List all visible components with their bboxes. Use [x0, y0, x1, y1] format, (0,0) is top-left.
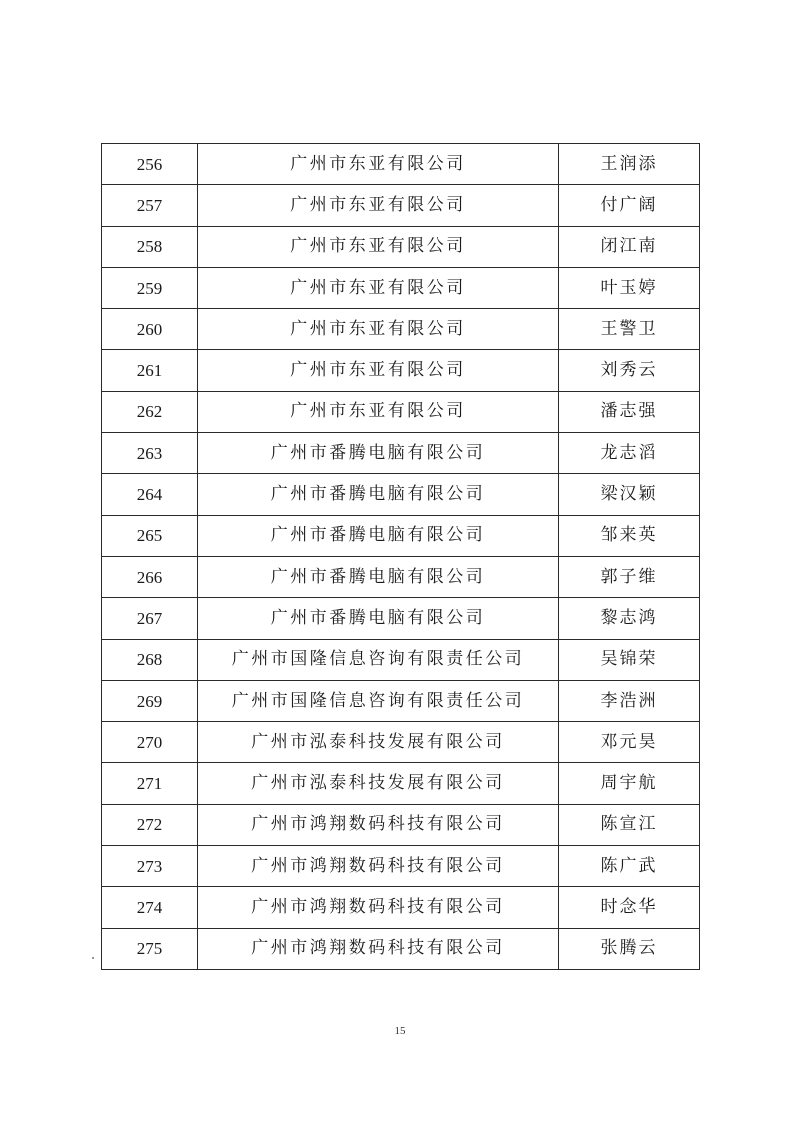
table-row: [102, 763, 700, 804]
page-number: 15: [394, 1025, 406, 1037]
row-number: 272: [102, 804, 198, 845]
row-number: 259: [102, 267, 198, 308]
person-name: 王润添: [559, 144, 700, 185]
row-number: 269: [102, 680, 198, 721]
roster-table-body: [102, 144, 700, 970]
row-number: 261: [102, 350, 198, 391]
person-name: 黎志鸿: [559, 598, 700, 639]
table-row: [102, 309, 700, 350]
row-number: 257: [102, 185, 198, 226]
row-number: 260: [102, 309, 198, 350]
table-row: [102, 267, 700, 308]
row-number: 264: [102, 474, 198, 515]
row-number: 263: [102, 433, 198, 474]
table-row: [102, 846, 700, 887]
person-name: 张腾云: [559, 928, 700, 969]
company-name: 广州市番腾电脑有限公司: [198, 474, 559, 515]
table-row: [102, 680, 700, 721]
table-row: [102, 391, 700, 432]
person-name: 梁汉颖: [559, 474, 700, 515]
table-row: [102, 515, 700, 556]
company-name: 广州市东亚有限公司: [198, 267, 559, 308]
table-row: [102, 639, 700, 680]
table-row: [102, 722, 700, 763]
table-row: [102, 144, 700, 185]
person-name: 陈广武: [559, 846, 700, 887]
roster-table: [101, 143, 700, 970]
row-number: 265: [102, 515, 198, 556]
person-name: 闭江南: [559, 226, 700, 267]
table-row: [102, 928, 700, 969]
row-number: 268: [102, 639, 198, 680]
table-row: [102, 804, 700, 845]
row-number: 275: [102, 928, 198, 969]
scan-speck: [92, 957, 94, 959]
company-name: 广州市鸿翔数码科技有限公司: [198, 928, 559, 969]
company-name: 广州市东亚有限公司: [198, 391, 559, 432]
company-name: 广州市泓泰科技发展有限公司: [198, 722, 559, 763]
person-name: 陈宣江: [559, 804, 700, 845]
person-name: 时念华: [559, 887, 700, 928]
person-name: 吴锦荣: [559, 639, 700, 680]
company-name: 广州市东亚有限公司: [198, 144, 559, 185]
table-row: [102, 598, 700, 639]
table-row: [102, 350, 700, 391]
company-name: 广州市东亚有限公司: [198, 185, 559, 226]
company-name: 广州市鸿翔数码科技有限公司: [198, 846, 559, 887]
row-number: 266: [102, 556, 198, 597]
row-number: 262: [102, 391, 198, 432]
person-name: 付广阔: [559, 185, 700, 226]
person-name: 李浩洲: [559, 680, 700, 721]
row-number: 274: [102, 887, 198, 928]
table-row: [102, 433, 700, 474]
company-name: 广州市鸿翔数码科技有限公司: [198, 887, 559, 928]
company-name: 广州市番腾电脑有限公司: [198, 515, 559, 556]
company-name: 广州市番腾电脑有限公司: [198, 556, 559, 597]
person-name: 周宇航: [559, 763, 700, 804]
row-number: 267: [102, 598, 198, 639]
table-row: [102, 226, 700, 267]
row-number: 270: [102, 722, 198, 763]
person-name: 叶玉婷: [559, 267, 700, 308]
row-number: 256: [102, 144, 198, 185]
table-row: [102, 474, 700, 515]
company-name: 广州市国隆信息咨询有限责任公司: [198, 680, 559, 721]
person-name: 邹来英: [559, 515, 700, 556]
person-name: 王警卫: [559, 309, 700, 350]
row-number: 273: [102, 846, 198, 887]
person-name: 龙志滔: [559, 433, 700, 474]
table-row: [102, 887, 700, 928]
company-name: 广州市番腾电脑有限公司: [198, 598, 559, 639]
person-name: 潘志强: [559, 391, 700, 432]
person-name: 邓元昊: [559, 722, 700, 763]
company-name: 广州市泓泰科技发展有限公司: [198, 763, 559, 804]
company-name: 广州市东亚有限公司: [198, 226, 559, 267]
company-name: 广州市番腾电脑有限公司: [198, 433, 559, 474]
company-name: 广州市国隆信息咨询有限责任公司: [198, 639, 559, 680]
row-number: 271: [102, 763, 198, 804]
table-row: [102, 556, 700, 597]
row-number: 258: [102, 226, 198, 267]
company-name: 广州市东亚有限公司: [198, 309, 559, 350]
person-name: 郭子维: [559, 556, 700, 597]
company-name: 广州市东亚有限公司: [198, 350, 559, 391]
company-name: 广州市鸿翔数码科技有限公司: [198, 804, 559, 845]
person-name: 刘秀云: [559, 350, 700, 391]
table-row: [102, 185, 700, 226]
